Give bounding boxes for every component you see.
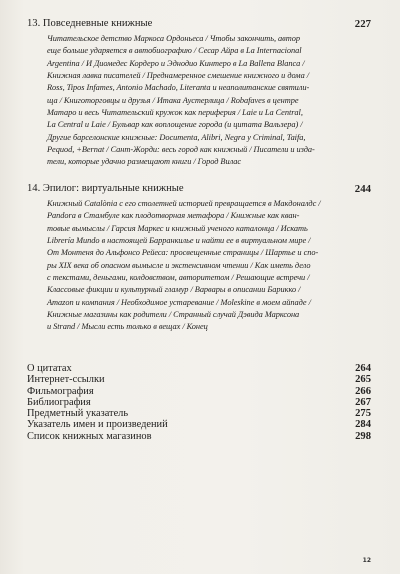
contents-line: Ross, Tipos Infames, Antonio Machado, Literanta и неаполитанские святили-	[47, 83, 310, 93]
chapter-heading	[27, 182, 371, 196]
contents-line: Матаро и весь Читательский кружок как периферия / Laie и La Central,	[47, 108, 303, 118]
contents-line: Librería Mundo в настоящей Барранкилье и найти ее в виртуальном мире /	[47, 236, 311, 246]
entry-page-number: 267	[355, 396, 371, 408]
chapter-page-number: 227	[354, 18, 371, 30]
backmatter-entry	[27, 374, 371, 385]
entry-page-number: 275	[355, 408, 371, 420]
backmatter-entry	[27, 386, 371, 397]
page-folio: 12	[362, 557, 371, 564]
toc-chapter-14	[27, 182, 371, 334]
contents-line: тели, которые удачно размещают книги / Город Вилас	[47, 157, 242, 167]
chapter-contents	[47, 198, 371, 334]
backmatter-entry	[27, 431, 371, 442]
toc-chapter-13	[27, 17, 371, 169]
contents-line: товые вымыслы / Гарсия Маркес и книжный ученого каталонца / Искать	[47, 223, 308, 233]
backmatter-entry	[27, 363, 371, 374]
entry-page-number: 264	[355, 363, 371, 374]
chapter-page-number: 244	[354, 183, 371, 195]
contents-line: Pequod, +Bernat / Сант-Жорди: весь город как книжный / Писатели и изда-	[47, 145, 315, 155]
chapter-contents	[47, 33, 371, 169]
contents-line: От Монтеня до Альфонсо Рейеса: просвещенные страницы / Шартье и спо-	[47, 248, 319, 258]
chapter-heading	[27, 17, 371, 31]
entry-page-number: 298	[355, 430, 371, 442]
entry-title: Указатель имен и произведений	[27, 419, 168, 431]
entry-title: Предметный указатель	[27, 408, 129, 420]
chapter-title: 13. Повседневные книжные	[27, 18, 153, 29]
contents-line: Книжная лавка писателей / Преднамеренное смешение книжного и дома /	[47, 71, 309, 81]
contents-line: с текстами, деньгами, колдовством, авторитетом / Решающие встречи /	[47, 273, 310, 283]
contents-line: Pandora в Стамбуле как плодотворная метафора / Книжные как кван-	[47, 211, 300, 221]
contents-line: Argentina / И Диомедес Кордеро и Эднодио Кинтеро в La Ballena Blanca /	[47, 58, 305, 68]
contents-line: еще больше ударяется в автобиографию / Сесар Айра в La Internacional	[47, 46, 302, 56]
entry-page-number: 284	[355, 419, 371, 431]
contents-line: Книжный Catalònia с его столетней историей превращается в Макдоналдс /	[47, 199, 321, 208]
contents-line: Читательское детство Маркоса Ордоньеса / Чтобы закончить, автор	[47, 34, 300, 43]
contents-line: Amazon и компания / Необходимое устаревание / Moleskine в моем айпаде /	[47, 297, 311, 307]
contents-line: Другие барселонские книжные: Documenta, Alibri, Negra y Criminal, Taifa,	[47, 132, 306, 142]
entry-page-number: 265	[355, 374, 371, 386]
chapter-title: 14. Эпилог: виртуальные книжные	[27, 183, 184, 194]
contents-line: Классовые фикции и культурный гламур / Варвары в описании Барикко /	[47, 285, 301, 295]
contents-line: La Central и Laie / Бульвар как воплощение города (и цитата Вальзера) /	[47, 120, 303, 130]
entry-title: Список книжных магазинов	[27, 430, 152, 442]
contents-line: ща / Книготорговцы и друзья / Итака Аустерлица / Robafaves в центре	[47, 95, 299, 105]
backmatter-entry	[27, 397, 371, 408]
contents-line: ры XIX века об опасном вымысле и экстенсивном чтении / Как иметь дело	[47, 260, 311, 270]
toc-backmatter	[27, 363, 371, 442]
contents-line: и Strand / Мысли есть только в вещах / Конец	[47, 322, 208, 332]
contents-line: Книжные магазины как родители / Странный случай Дэвида Марксона	[47, 310, 300, 320]
entry-title: О цитатах	[27, 363, 72, 374]
backmatter-entry	[27, 408, 371, 419]
entry-page-number: 266	[355, 385, 371, 397]
entry-title: Библиография	[27, 396, 91, 408]
backmatter-entry	[27, 419, 371, 430]
entry-title: Фильмография	[27, 385, 94, 397]
entry-title: Интернет-ссылки	[27, 374, 105, 386]
